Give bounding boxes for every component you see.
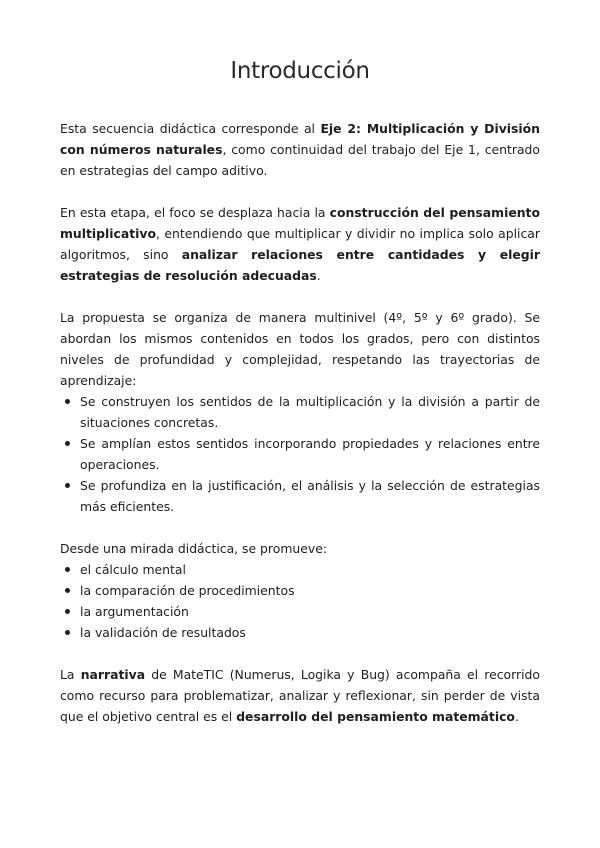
page-title: Introducción <box>230 58 370 84</box>
list-item: Se amplían estos sentidos incorporando propiedades y relaciones entre operaciones. <box>80 433 540 475</box>
text: . <box>316 268 321 283</box>
list-item: la validación de resultados <box>80 622 540 643</box>
paragraph-intro <box>60 118 540 181</box>
bold-text: construcción del pensamiento multiplicativo <box>60 205 540 241</box>
list-item: la argumentación <box>80 601 540 622</box>
text: de MateTIC (Numerus, Logika y Bug) acompaña el recorrido como recurso para problematizar, analizar y reflexionar, sin perder de vista que el objetivo central es el <box>60 667 540 724</box>
paragraph-didactic: Desde una mirada didáctica, se promueve: <box>60 541 328 556</box>
bold-text: analizar relaciones entre cantidades y elegir estrategias de resolución adecuadas <box>60 247 540 283</box>
text: . <box>514 709 519 724</box>
text: , entendiendo que multiplicar y dividir no implica solo aplicar algoritmos, sino <box>60 226 540 262</box>
bold-text: Eje 2: Multiplicación y División con números naturales <box>60 121 540 157</box>
list-item: Se construyen los sentidos de la multiplicación y la división a partir de situaciones concretas. <box>80 391 540 433</box>
bold-text: narrativa <box>80 667 146 682</box>
paragraph-narrative <box>60 664 540 727</box>
multilevel-list <box>60 391 540 517</box>
bold-text: desarrollo del pensamiento matemático <box>236 709 515 724</box>
text: Esta secuencia didáctica corresponde al <box>60 121 321 136</box>
text: La <box>60 667 81 682</box>
list-item: Se profundiza en la justificación, el análisis y la selección de estrategias más eficientes. <box>80 475 540 517</box>
paragraph-focus <box>60 202 540 286</box>
list-item: la comparación de procedimientos <box>80 580 540 601</box>
list-item: el cálculo mental <box>80 559 540 580</box>
didactic-list <box>60 559 540 643</box>
paragraph-multilevel: La propuesta se organiza de manera multinivel (4º, 5º y 6º grado). Se abordan los mismos contenidos en todos los grados, pero con distintos niveles de profundidad y complejidad, respetando las trayectorias de aprendizaje: <box>60 310 540 388</box>
text: , como continuidad del trabajo del Eje 1, centrado en estrategias del campo aditivo. <box>60 142 540 178</box>
text: En esta etapa, el foco se desplaza hacia la <box>60 205 330 220</box>
